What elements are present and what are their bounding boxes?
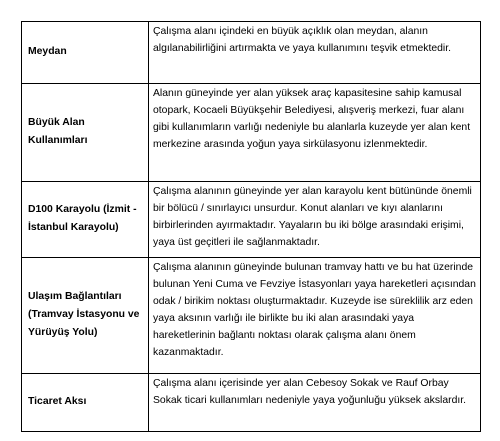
- table-row: [22, 374, 481, 432]
- row-description: Çalışma alanı içerisinde yer alan Cebesoy Sokak ve Rauf Orbay Sokak ticari kullanımları nedeniyle yaya yoğunluğu yüksek akslardır.: [149, 374, 481, 432]
- row-description: Çalışma alanı içindeki en büyük açıklık olan meydan, alanın algılanabilirliğini artırmakta ve yaya kullanımını teşvik etmektedir.: [149, 22, 481, 84]
- table-row: [22, 258, 481, 374]
- row-description: Çalışma alanının güneyinde yer alan karayolu kent bütününde önemli bir bölücü / sınırlayıcı unsurdur. Konut alanları ve kıyı alanlarını birbirlerinden ayırmaktadır. Yayaların bu iki bölge arasındaki erişimi, yaya üst geçitleri ile sağlanmaktadır.: [149, 182, 481, 258]
- row-description: Alanın güneyinde yer alan yüksek araç kapasitesine sahip kamusal otopark, Kocaeli Büyükşehir Belediyesi, alışveriş merkezi, fuar alanı gibi kullanımların varlığı nedeniyle bu alanlarla kuzeyde yer alan kent merkezine arasında yoğun yaya sirkülasyonu izlenmektedir.: [149, 84, 481, 182]
- row-term: Ulaşım Bağlantıları (Tramvay İstasyonu ve Yürüyüş Yolu): [22, 258, 149, 374]
- row-term: Meydan: [22, 22, 149, 84]
- table-row: [22, 182, 481, 258]
- table-row: [22, 22, 481, 84]
- row-term: Ticaret Aksı: [22, 374, 149, 432]
- table-row: [22, 84, 481, 182]
- row-term: Büyük Alan Kullanımları: [22, 84, 149, 182]
- definitions-table: [21, 21, 481, 432]
- row-term: D100 Karayolu (İzmit - İstanbul Karayolu): [22, 182, 149, 258]
- row-description: Çalışma alanının güneyinde bulunan tramvay hattı ve bu hat üzerinde bulunan Yeni Cuma ve Fevziye İstasyonları yaya hareketleri açısından odak / birikim noktası oluşturmaktadır. Kuzeyde ise süreklilik arz eden yaya aksının varlığı ile birlikte bu iki alan arasındaki yaya hareketlerinin bağlantı noktası olarak çalışma alanı önem kazanmaktadır.: [149, 258, 481, 374]
